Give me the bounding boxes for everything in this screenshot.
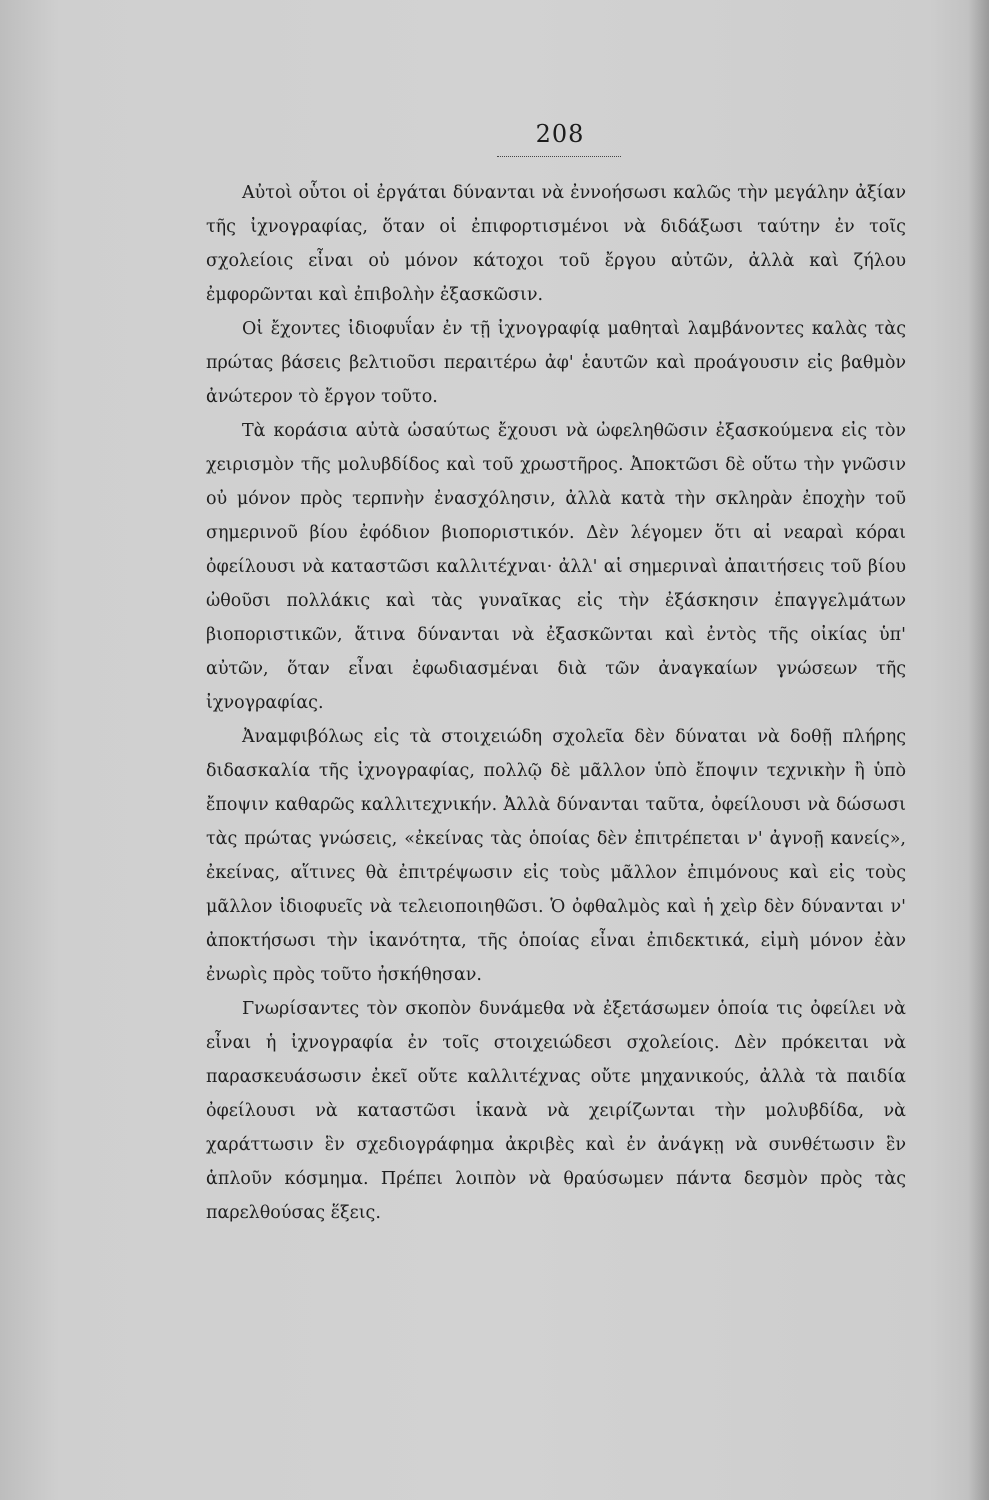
body-text (206, 176, 906, 1230)
paragraph-workers: Αὐτοὶ οὗτοι οἱ ἐργάται δύνανται νὰ ἐννοήσωσι καλῶς τὴν μεγάλην ἀξίαν τῆς ἰχνογραφίας, ὅταν οἱ ἐπιφορτισμένοι νὰ διδάξωσι ταύτην ἐν τοῖς σχολείοις εἶναι οὐ μόνον κάτοχοι τοῦ ἔργου αὐτῶν, ἀλλὰ καὶ ζήλου ἐμφορῶνται καὶ ἐπιβολὴν ἐξασκῶσιν. (206, 183, 906, 305)
header-rule (497, 156, 621, 157)
paragraph-elementary-schools: Ἀναμφιβόλως εἰς τὰ στοιχειώδη σχολεῖα δὲν δύναται νὰ δοθῇ πλήρης διδασκαλία τῆς ἰχνογραφίας, πολλῷ δὲ μᾶλλον ὑπὸ ἔποψιν τεχνικὴν ἢ ὑπὸ ἔποψιν καθαρῶς καλλιτεχνικήν. Ἀλλὰ δύνανται ταῦτα, ὀφείλουσι νὰ δώσωσι τὰς πρώτας γνώσεις, «ἐκείνας τὰς ὁποίας δὲν ἐπιτρέπεται ν' ἀγνοῇ κανείς», ἐκείνας, αἵτινες θὰ ἐπιτρέψωσιν εἰς τοὺς μᾶλλον ἐπιμόνους καὶ εἰς τοὺς μᾶλλον ἰδιοφυεῖς νὰ τελειοποιηθῶσι. Ὁ ὀφθαλμὸς καὶ ἡ χεὶρ δὲν δύνανται ν' ἀποκτήσωσι τὴν ἱκανότητα, τῆς ὁποίας εἶναι ἐπιδεκτικά, εἰμὴ μόνον ἐὰν ἐνωρὶς πρὸς τοῦτο ἠσκήθησαν. (206, 727, 906, 985)
paragraph-purpose: Γνωρίσαντες τὸν σκοπὸν δυνάμεθα νὰ ἐξετάσωμεν ὁποία τις ὀφείλει νὰ εἶναι ἡ ἰχνογραφία ἐν τοῖς στοιχειώδεσι σχολείοις. Δὲν πρόκειται νὰ παρασκευάσωσιν ἐκεῖ οὔτε καλλιτέχνας οὔτε μηχανικούς, ἀλλὰ τὰ παιδία ὀφείλουσι νὰ καταστῶσι ἱκανὰ νὰ χειρίζωνται τὴν μολυβδίδα, νὰ χαράττωσιν ἓν σχεδιογράφημα ἀκριβὲς καὶ ἐν ἀνάγκῃ νὰ συνθέτωσιν ἓν ἁπλοῦν κόσμημα. Πρέπει λοιπὸν νὰ θραύσωμεν πάντα δεσμὸν πρὸς τὰς παρελθούσας ἕξεις. (206, 999, 906, 1223)
page-number: 208 (535, 120, 585, 148)
paragraph-girls: Τὰ κοράσια αὐτὰ ὡσαύτως ἔχουσι νὰ ὠφεληθῶσιν ἐξασκούμενα εἰς τὸν χειρισμὸν τῆς μολυβδίδος καὶ τοῦ χρωστῆρος. Ἀποκτῶσι δὲ οὕτω τὴν γνῶσιν οὐ μόνον πρὸς τερπνὴν ἐνασχόλησιν, ἀλλὰ κατὰ τὴν σκληρὰν ἐποχὴν τοῦ σημερινοῦ βίου ἐφόδιον βιοποριστικόν. Δὲν λέγομεν ὅτι αἱ νεαραὶ κόραι ὀφείλουσι νὰ καταστῶσι καλλιτέχναι· ἀλλ' αἱ σημεριναὶ ἀπαιτήσεις τοῦ βίου ὠθοῦσι πολλάκις καὶ τὰς γυναῖκας εἰς τὴν ἐξάσκησιν ἐπαγγελμάτων βιοποριστικῶν, ἅτινα δύνανται νὰ ἐξασκῶνται καὶ ἐντὸς τῆς οἰκίας ὑπ' αὐτῶν, ὅταν εἶναι ἐφωδιασμέναι διὰ τῶν ἀναγκαίων γνώσεων τῆς ἰχνογραφίας. (206, 421, 906, 713)
page-edge-shadow (968, 0, 989, 1500)
paragraph-talented-students: Οἱ ἔχοντες ἰδιοφυΐαν ἐν τῇ ἰχνογραφίᾳ μαθηταὶ λαμβάνοντες καλὰς τὰς πρώτας βάσεις βελτιοῦσι περαιτέρω ἀφ' ἑαυτῶν καὶ προάγουσιν εἰς βαθμὸν ἀνώτερον τὸ ἔργον τοῦτο. (206, 319, 906, 407)
